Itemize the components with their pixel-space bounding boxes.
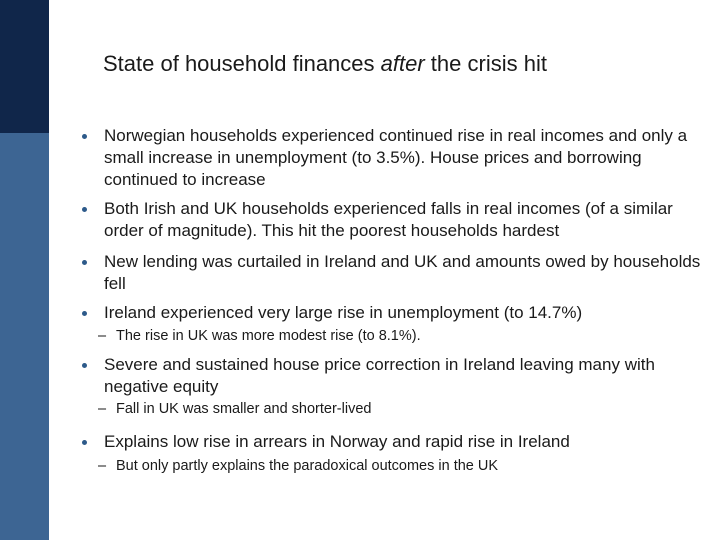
sub-bullet-text: The rise in UK was more modest rise (to 8.1%). bbox=[116, 328, 421, 344]
dash-icon: – bbox=[98, 458, 107, 474]
sub-bullet-item bbox=[98, 327, 676, 345]
bullet-item bbox=[104, 198, 704, 242]
dash-icon: – bbox=[98, 401, 107, 417]
bullet-dot-icon bbox=[82, 363, 87, 368]
bullet-item bbox=[104, 431, 704, 453]
bullet-dot-icon bbox=[82, 134, 87, 139]
bullet-text: Both Irish and UK households experienced falls in real incomes (of a similar order of magnitude). This hit the poorest households hardest bbox=[104, 199, 673, 240]
sub-bullet-text: Fall in UK was smaller and shorter-lived bbox=[116, 401, 372, 417]
bullet-item bbox=[104, 251, 704, 295]
sub-bullet-item bbox=[98, 457, 676, 475]
title-text-start: State of household finances bbox=[103, 51, 381, 76]
bullet-item bbox=[104, 302, 704, 324]
bullet-dot-icon bbox=[82, 207, 87, 212]
bullet-item bbox=[104, 125, 704, 191]
title-text-end: the crisis hit bbox=[424, 51, 547, 76]
bullet-text: Norwegian households experienced continued rise in real incomes and only a small increase in unemployment (to 3.5%). House prices and borrowing continued to increase bbox=[104, 126, 688, 189]
sub-bullet-text: But only partly explains the paradoxical outcomes in the UK bbox=[116, 458, 499, 474]
bullet-text: Explains low rise in arrears in Norway and rapid rise in Ireland bbox=[104, 432, 570, 451]
bullet-dot-icon bbox=[82, 440, 87, 445]
dash-icon: – bbox=[98, 328, 107, 344]
sub-bullet-item bbox=[98, 400, 676, 418]
bullet-text: Ireland experienced very large rise in unemployment (to 14.7%) bbox=[104, 303, 583, 322]
bullet-dot-icon bbox=[82, 260, 87, 265]
bullet-item bbox=[104, 354, 704, 398]
bullet-text: Severe and sustained house price correction in Ireland leaving many with negative equity bbox=[104, 355, 655, 396]
bullet-text: New lending was curtailed in Ireland and UK and amounts owed by households fell bbox=[104, 252, 701, 293]
bullet-dot-icon bbox=[82, 311, 87, 316]
title-emphasis: after bbox=[380, 51, 425, 76]
